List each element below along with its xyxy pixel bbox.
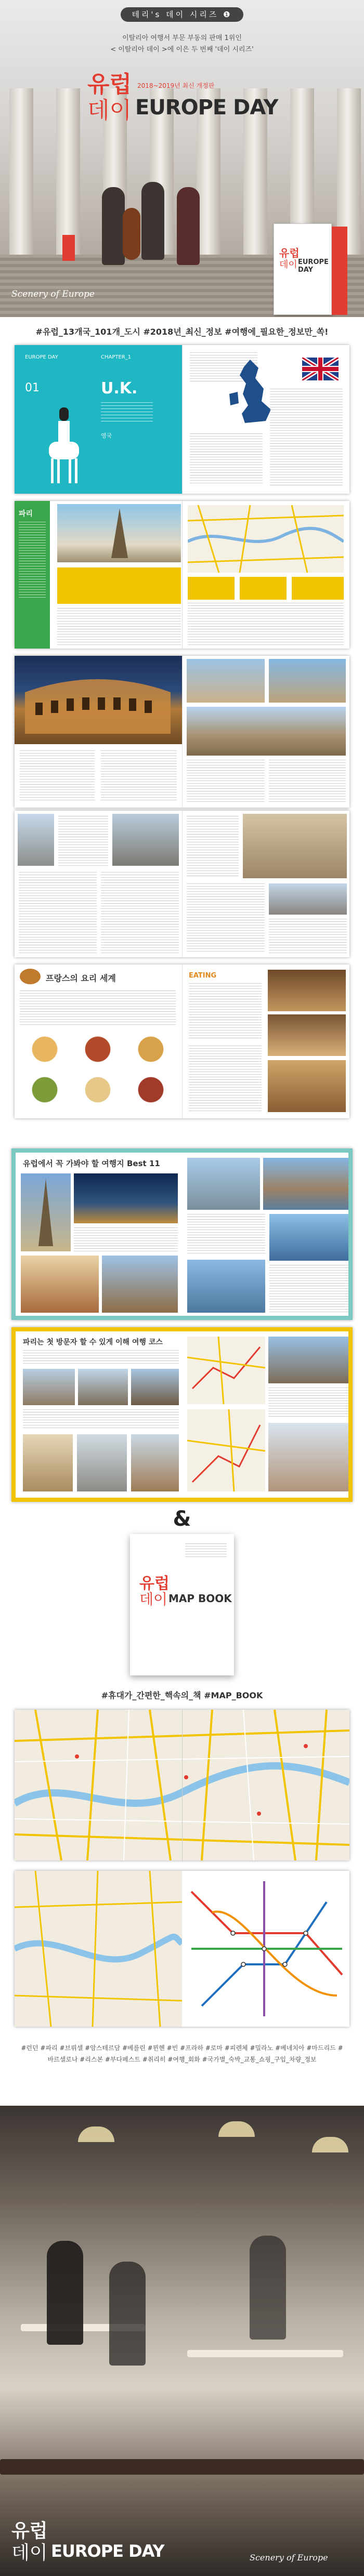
palace-photo: [18, 814, 54, 866]
dish-photo: [20, 1072, 70, 1108]
route-lines: [187, 1409, 265, 1491]
body-text: [188, 603, 344, 645]
green-sidebar: [15, 501, 50, 649]
union-jack-flag: [302, 358, 339, 380]
section-heading: 유럽에서 꼭 가봐야 할 여행지 Best 11: [23, 1159, 160, 1168]
book-spread-food: [15, 965, 349, 1118]
counter: [0, 2459, 364, 2475]
dish-photo: [20, 1031, 70, 1067]
info-box: [188, 577, 235, 600]
photo-page: [182, 656, 349, 808]
book-spread-rome: [15, 656, 349, 808]
body-text: [187, 883, 265, 953]
cafe-table: [187, 2350, 343, 2357]
logo-korean-day: 데이: [87, 97, 132, 124]
canal-photo: [187, 1260, 265, 1313]
sight-photo: [23, 1369, 75, 1405]
sight-photo: [268, 1337, 349, 1383]
sight-photo: [131, 1369, 179, 1405]
route-map: [187, 1337, 265, 1404]
city-intro-page: [15, 501, 182, 649]
map-book-title-en: MAP BOOK: [168, 1592, 232, 1605]
lamp: [218, 2121, 255, 2137]
transport-table: [57, 567, 181, 604]
section-heading: 파리는 첫 방문자 할 수 있게 이해 여행 코스: [23, 1338, 163, 1346]
cover-note: [185, 1543, 227, 1557]
street-musician: [177, 187, 200, 265]
cafe-photo: [0, 2106, 364, 2576]
cafe-photo: [268, 1014, 346, 1056]
intro-text: [23, 1350, 179, 1366]
street-photo: [269, 883, 347, 915]
body-text: [58, 816, 108, 866]
chapter-number: 01: [25, 381, 40, 394]
forum-photo: [187, 659, 265, 703]
french-food-page: [15, 965, 182, 1118]
body-text: [268, 1388, 349, 1419]
ruins-photo: [269, 659, 346, 703]
book-spread-best-destinations: [11, 1148, 353, 1320]
colosseum: [15, 656, 182, 744]
diner: [47, 2241, 83, 2345]
body-text: [19, 872, 97, 953]
country-overview-page: [182, 345, 349, 494]
body-text: [20, 750, 95, 802]
book-title-en: EUROPE DAY: [298, 258, 329, 274]
colosseum-photo: [15, 656, 182, 744]
plaza-photo: [243, 814, 347, 878]
map-spread-metro: [15, 1871, 349, 2027]
bakery-photo: [268, 1060, 346, 1112]
metro-map: [15, 1871, 349, 2027]
body-text: [101, 872, 179, 953]
body-text: [23, 1409, 179, 1430]
sight-photo: [268, 1423, 349, 1491]
restaurant-text: [189, 1046, 262, 1113]
body-text: [101, 750, 177, 802]
body-text: [187, 1214, 265, 1256]
map-roads: [188, 505, 344, 573]
europe-day-logo: [87, 65, 285, 123]
route-map: [187, 1409, 265, 1491]
city-summary: [19, 522, 46, 600]
sights-page: [15, 811, 182, 957]
restaurant-text: [189, 983, 262, 1040]
spanish-steps-photo: [21, 1256, 99, 1313]
book-front: [274, 223, 332, 315]
body-text: [74, 1227, 178, 1251]
food-icon: [20, 969, 41, 984]
logo-korean-europe: 유럽: [11, 2520, 48, 2542]
riverside-photo: [263, 1158, 349, 1210]
book-cover: [274, 223, 352, 317]
book-spread-travel-course: [11, 1327, 353, 1502]
book-spread-sights: [15, 811, 349, 957]
sight-photo: [23, 1434, 73, 1491]
series-label: 테리's 데이 시리즈 ❶: [121, 7, 243, 22]
intro-text: [20, 990, 176, 1027]
ampersand: &: [173, 1507, 191, 1531]
map-book-title-ko: 유럽: [139, 1575, 170, 1593]
column: [56, 88, 80, 260]
city-map: [188, 505, 344, 573]
lamp: [312, 2137, 348, 2152]
eiffel-tower: [111, 508, 128, 558]
logo-korean-europe: 유럽: [87, 71, 132, 98]
venice-photo: [269, 1214, 349, 1261]
dish-photo: [126, 1072, 176, 1108]
route-lines: [187, 1337, 265, 1404]
column: [9, 88, 33, 260]
chapter-label: CHAPTER_1: [101, 354, 132, 360]
roman-forum-photo: [187, 707, 346, 756]
sights-page: [182, 811, 349, 957]
city-hashtags: #런던 #파리 #브뤼셀 #암스테르담 #베를린 #뮌헨 #빈 #프라하 #로마 #피렌체 #밀라노 #베네치아 #마드리드 #바르셀로나 #리스본 #부다페스트 #취리히 #여행_회화 #국가별_숙박_교통_쇼핑_구입_차량_정보: [21, 2044, 343, 2063]
photo-page: [15, 656, 182, 808]
restaurant-photo: [268, 970, 346, 1011]
book-title-ko: 유럽: [279, 247, 300, 259]
logo-english: EUROPE DAY: [51, 2541, 164, 2561]
cover-note-text: [185, 1543, 227, 1557]
edition-label: 2018~2019년 최신 개정판: [137, 82, 215, 89]
eiffel-tower: [38, 1179, 53, 1246]
logo-english: EUROPE DAY: [135, 96, 278, 120]
red-flag: [62, 235, 75, 261]
dish-photo: [73, 1072, 123, 1108]
country-name-ko: 영국: [101, 432, 112, 439]
body-text: [269, 919, 347, 953]
book-title-ko: 데이: [279, 259, 297, 270]
cathedral-photo: [187, 1158, 260, 1210]
book-spread-uk: [15, 345, 349, 494]
info-box: [240, 577, 287, 600]
city-map-page: [182, 501, 349, 649]
street-musician: [141, 182, 164, 260]
book-spine: [332, 227, 347, 315]
night-city-photo: [74, 1173, 178, 1223]
eiffel-photo: [21, 1173, 71, 1251]
city-title: 파리: [19, 510, 33, 518]
eating-label: EATING: [189, 972, 217, 980]
sight-photo: [78, 1369, 128, 1405]
hero-banner: [0, 0, 364, 317]
info-box: [292, 577, 344, 600]
dish-photo: [73, 1031, 123, 1067]
royal-guard-illustration: [46, 407, 82, 485]
lamp: [78, 2126, 114, 2142]
book-spread-paris: [15, 501, 349, 649]
cello: [123, 208, 140, 260]
brand-label: EUROPE DAY: [25, 354, 58, 360]
europe-day-logo-bottom: [11, 2516, 167, 2568]
body-text: [187, 816, 239, 878]
cathedral-photo: [112, 814, 179, 866]
chapter-page: [15, 345, 182, 494]
map-spread-city: [15, 1710, 349, 1860]
hashtags: #유럽_13개국_101개_도시 #2018년_최신_정보 #여행에_필요한_정보만_쏙!: [35, 327, 329, 337]
hero-subtitle: < 이탈리아 데이 >에 이은 두 번째 '데이 시리즈': [110, 46, 254, 54]
info-text: [190, 433, 263, 485]
sagrada-familia-photo: [102, 1256, 178, 1313]
hashtags: #휴대가_간편한_핵속의_책 #MAP_BOOK: [101, 1690, 263, 1700]
waiter: [250, 2236, 286, 2340]
map-book-title-ko: 데이: [139, 1591, 168, 1608]
body-text: [269, 1265, 349, 1313]
sight-photo: [77, 1434, 127, 1491]
country-name: U.K.: [101, 379, 138, 398]
watermark: Scenery of Europe: [250, 2553, 328, 2562]
sight-photo: [131, 1434, 179, 1491]
watermark: Scenery of Europe: [11, 289, 95, 299]
logo-korean-day: 데이: [11, 2542, 48, 2564]
transport-text: [57, 608, 181, 645]
restaurant-page: [182, 965, 349, 1118]
body-text: [187, 760, 265, 803]
diner: [109, 2262, 146, 2366]
map-book-cover: [130, 1534, 234, 1675]
section-heading: 프랑스의 요리 세계: [46, 973, 116, 983]
body-text: [269, 760, 346, 803]
dish-photo: [126, 1031, 176, 1067]
info-text: [270, 389, 343, 485]
city-map: [15, 1710, 349, 1860]
hero-subtitle: 이탈리아 여행서 부문 부동의 판매 1위인: [122, 34, 242, 42]
city-list: [101, 402, 153, 423]
eiffel-tower-photo: [57, 504, 181, 562]
street-musician: [102, 187, 125, 265]
